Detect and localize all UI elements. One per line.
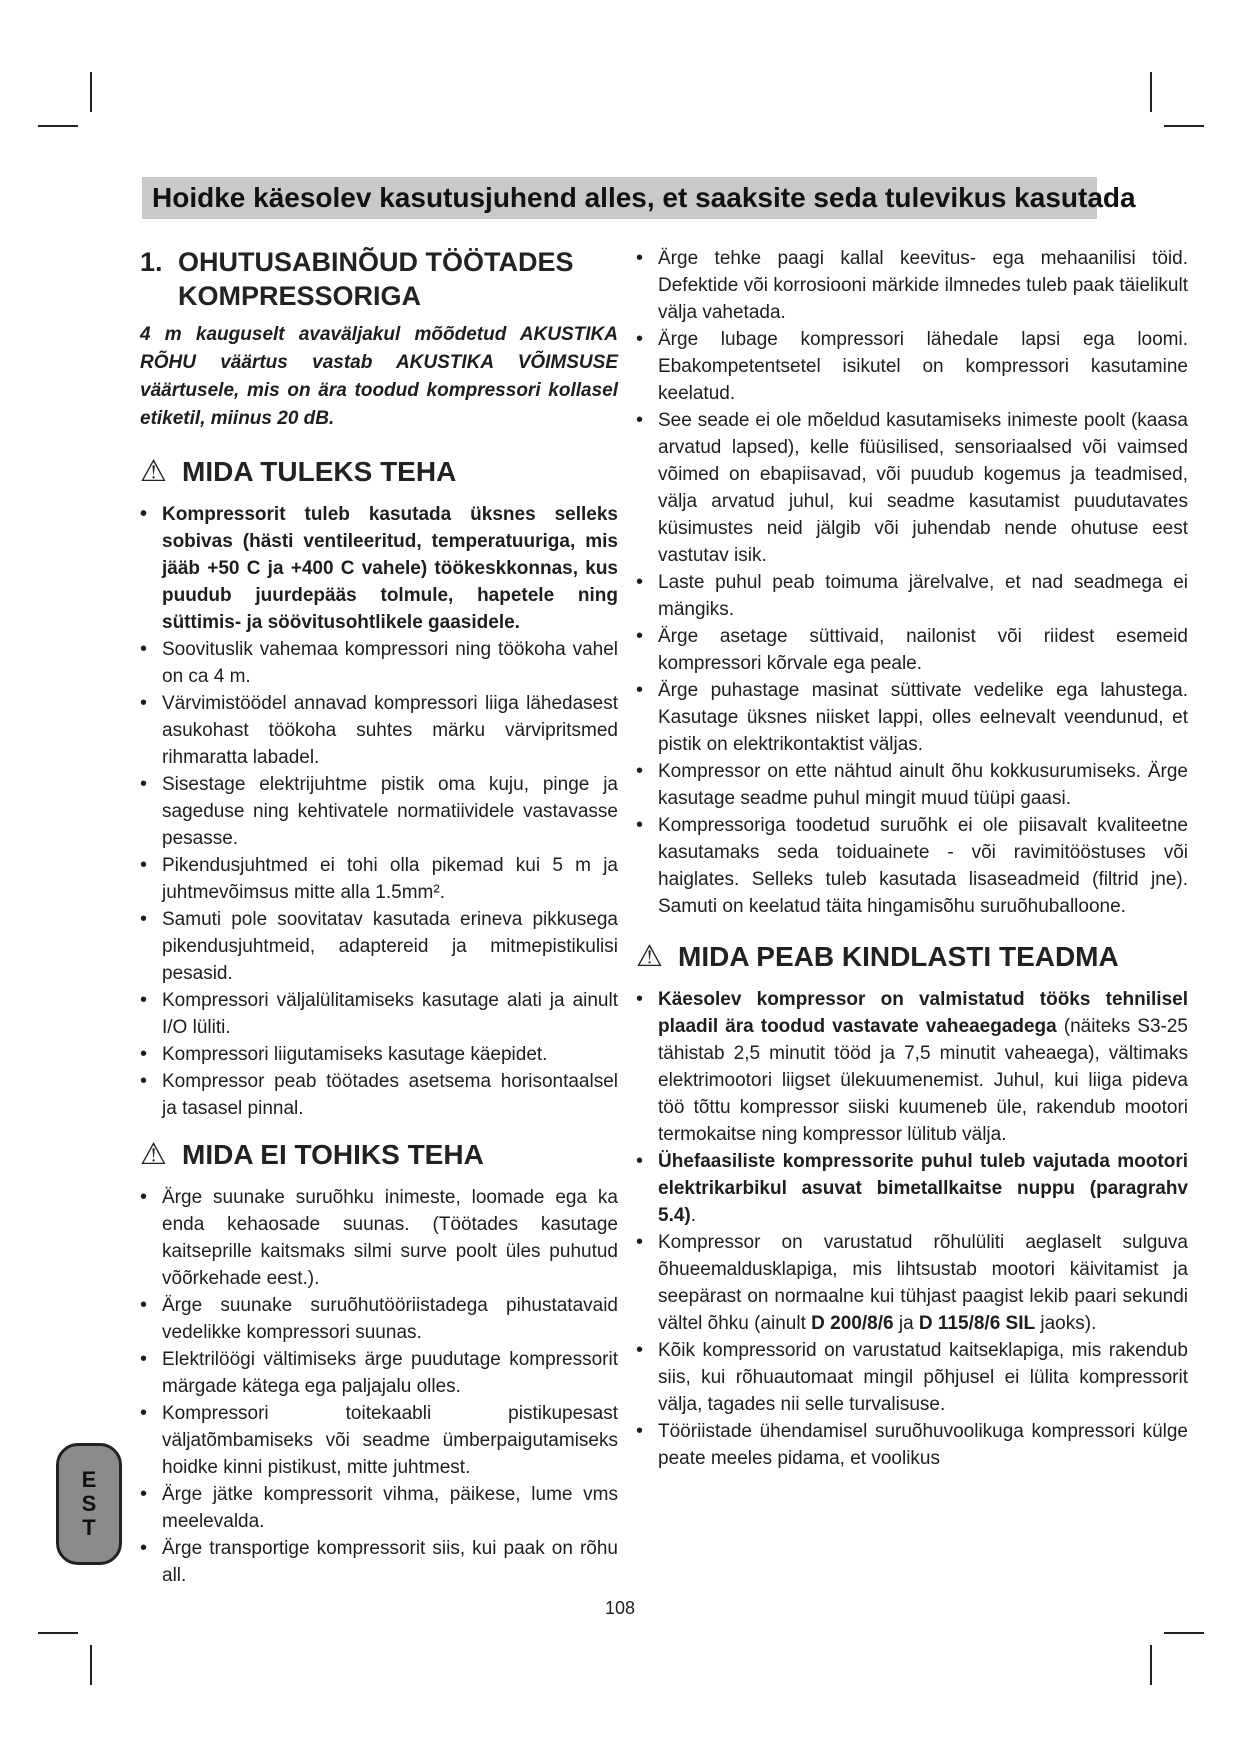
list-item: • Kompressoriga toodetud suruõhk ei ole piisavalt kvaliteetne kasutamaks seda toiduainete - või ravimitööstuses või haiglates. Selleks tuleb kasutada lisaseadmeid (filtrid jne). Samuti on keelatud täita hingamisõhu suruõhuballoone. xyxy=(636,812,1188,920)
left-column xyxy=(140,245,618,1589)
list-item: • Kompressorit tuleb kasutada üksnes selleks sobivas (hästi ventileeritud, temperatuuriga, mis jääb +50 C ja +400 C vahele) töökeskkonnas, kus puudub juurdepääs tolmule, hapetele ning süttimis- ja söövitusohtlikele gaasidele. xyxy=(140,501,618,636)
know-list xyxy=(636,986,1188,1472)
list-item xyxy=(636,1229,1188,1337)
list-item: • Kompressori väljalülitamiseks kasutage alati ja ainult I/O lüliti. xyxy=(140,987,618,1041)
list-item: • Ärge tehke paagi kallal keevitus- ega mehaanilisi töid. Defektide või korrosiooni märkide ilmnedes tuleb paak täielikult välja vahetada. xyxy=(636,245,1188,326)
list-item: • Sisestage elektrijuhtme pistik oma kuju, pinge ja sageduse ning kehtivatele normatiividele vastavasse pesasse. xyxy=(140,771,618,852)
crop-mark xyxy=(90,1645,92,1685)
text: Kompressor on varustatud rõhulüliti aeglaselt sulguva õhueemaldusklapiga, mis lihtsustab mootori käivitamist ja seepärast on normaalne kui tühjast paagist lekib paari sekundi vältel õhku (ainult xyxy=(658,1232,1188,1334)
section-title xyxy=(140,245,618,313)
language-tab xyxy=(56,1443,122,1565)
page-number: 108 xyxy=(604,1598,636,1618)
list-item: • Ärge asetage süttivaid, nailonist või riidest esemeid kompressori kõrvale ega peale. xyxy=(636,623,1188,677)
list-item: • Tööriistade ühendamisel suruõhuvoolikuga kompressori külge peate meeles pidama, et voolikus xyxy=(636,1418,1188,1472)
list-item xyxy=(636,986,1188,1148)
know-heading-text: MIDA PEAB KINDLASTI TEADMA xyxy=(678,941,1119,972)
list-item: • Kompressor peab töötades asetsema horisontaalsel ja tasasel pinnal. xyxy=(140,1068,618,1122)
text: ja xyxy=(893,1313,919,1334)
crop-mark xyxy=(1164,125,1204,127)
do-list xyxy=(140,501,618,1122)
do-heading-text: MIDA TULEKS TEHA xyxy=(182,456,457,487)
dont-heading xyxy=(140,1136,618,1174)
list-item: • Ärge transportige kompressorit siis, kui paak on rõhu all. xyxy=(140,1535,618,1589)
list-item: • Elektrilöögi vältimiseks ärge puudutage kompressorit märgade kätega ega paljajalu olles. xyxy=(140,1346,618,1400)
crop-mark xyxy=(38,125,78,127)
model-name: D 115/8/6 SIL xyxy=(918,1313,1036,1334)
warning-triangle-icon: ⚠ xyxy=(140,1138,167,1171)
intro-paragraph: 4 m kauguselt avaväljakul mõõdetud AKUSTIKA RÕHU väärtus vastab AKUSTIKA VÕIMSUSE väärtusele, mis on ära toodud kompressori kollasel etiketil, miinus 20 dB. xyxy=(140,324,618,429)
list-item: • Kompressori liigutamiseks kasutage käepidet. xyxy=(140,1041,618,1068)
page-banner: Hoidke käesolev kasutusjuhend alles, et saaksite seda tulevikus kasutada xyxy=(142,177,1097,219)
list-item: • Ärge suunake suruõhutööriistadega pihustatavaid vedelikke kompressori suunas. xyxy=(140,1292,618,1346)
list-item: • Ärge puhastage masinat süttivate vedelike ega lahustega. Kasutage üksnes niisket lappi, olles eelnevalt veendunud, et pistik on elektrikontaktist väljas. xyxy=(636,677,1188,758)
dont-heading-text: MIDA EI TOHIKS TEHA xyxy=(182,1139,484,1170)
list-item: • Kompressori toitekaabli pistikupesast väljatõmbamiseks või seadme ümberpaigutamiseks hoidke kinni pistikust, mitte juhtmest. xyxy=(140,1400,618,1481)
list-item: • Ärge jätke kompressorit vihma, päikese, lume vms meelevalda. xyxy=(140,1481,618,1535)
crop-mark xyxy=(1164,1632,1204,1634)
text: jaoks). xyxy=(1035,1313,1097,1334)
language-tab-letter: S xyxy=(81,1491,97,1516)
warning-triangle-icon: ⚠ xyxy=(140,455,167,488)
list-item: • Pikendusjuhtmed ei tohi olla pikemad kui 5 m ja juhtmevõimsus mitte alla 1.5mm². xyxy=(140,852,618,906)
list-item: • Samuti pole soovitatav kasutada erineva pikkusega pikendusjuhtmeid, adaptereid ja mitmepistikulisi pesasid. xyxy=(140,906,618,987)
list-item: • Kompressor on ette nähtud ainult õhu kokkusurumiseks. Ärge kasutage seadme puhul mingit muud tüüpi gaasi. xyxy=(636,758,1188,812)
list-item: • Kõik kompressorid on varustatud kaitseklapiga, mis rakendub siis, kui rõhuautomaat mingil põhjusel ei lülita kompressorit välja, tagades nii selle turvalisuse. xyxy=(636,1337,1188,1418)
dont-list-continued xyxy=(636,245,1188,920)
emphasis: Ühefaasiliste kompressorite puhul tuleb vajutada mootori elektrikarbikul asuvat bimetallkaitse nuppu (paragrahv 5.4) xyxy=(658,1151,1188,1226)
language-tab-letter: E xyxy=(81,1467,97,1492)
list-item xyxy=(636,1148,1188,1229)
do-heading xyxy=(140,453,618,491)
section-title-text: OHUTUSABINÕUD TÖÖTADES KOMPRESSORIGA xyxy=(178,247,574,311)
list-item: • Laste puhul peab toimuma järelvalve, et nad seadmega ei mängiks. xyxy=(636,569,1188,623)
list-item: • Soovituslik vahemaa kompressori ning töökoha vahel on ca 4 m. xyxy=(140,636,618,690)
list-item: • Ärge lubage kompressori lähedale lapsi ega loomi. Ebakompetentsetel isikutel on kompressori kasutamine keelatud. xyxy=(636,326,1188,407)
text: (näiteks S3-25 tähistab 2,5 minutit tööd ja 7,5 minutit vaheaega), vältimaks elektrimootori liigset ülekuumenemist. Juhul, kui liiga pideva töö tõttu kompressor siiski kuumeneb üle, rakendub mootori termokaitse ning kompressor lülitub välja. xyxy=(658,1016,1188,1145)
warning-triangle-icon: ⚠ xyxy=(636,940,663,973)
text: . xyxy=(690,1205,697,1226)
crop-mark xyxy=(1150,72,1152,112)
crop-mark xyxy=(38,1632,78,1634)
language-tab-letter: T xyxy=(82,1515,96,1540)
crop-mark xyxy=(1150,1645,1152,1685)
model-name: D 200/8/6 xyxy=(811,1313,894,1334)
dont-list xyxy=(140,1184,618,1589)
list-item: • Värvimistöödel annavad kompressori liiga lähedasest asukohast töökoha suhtes märku värvipritsmed rihmaratta labadel. xyxy=(140,690,618,771)
right-column xyxy=(636,245,1188,1472)
section-number: 1. xyxy=(140,247,163,277)
know-heading xyxy=(636,938,1188,976)
list-item: • Ärge suunake suruõhku inimeste, loomade ega ka enda kehaosade suunas. (Töötades kasutage kaitseprille kaitsmaks silmi surve poolt üles puhutud võõrkehade eest.). xyxy=(140,1184,618,1292)
emphasis: Käesolev kompressor on valmistatud tööks tehnilisel plaadil ära toodud vastavate vaheaegadega xyxy=(658,989,1188,1037)
list-item: • See seade ei ole mõeldud kasutamiseks inimeste poolt (kaasa arvatud lapsed), kelle füüsilised, sensoriaalsed või vaimsed võimed on ebapiisavad, või puudub kogemus ja teadmised, välja arvatud juhul, kui seadme kasutamist puudutavates küsimustes neid jälgib või juhendab nende ohutuse eest vastutav isik. xyxy=(636,407,1188,569)
crop-mark xyxy=(90,72,92,112)
